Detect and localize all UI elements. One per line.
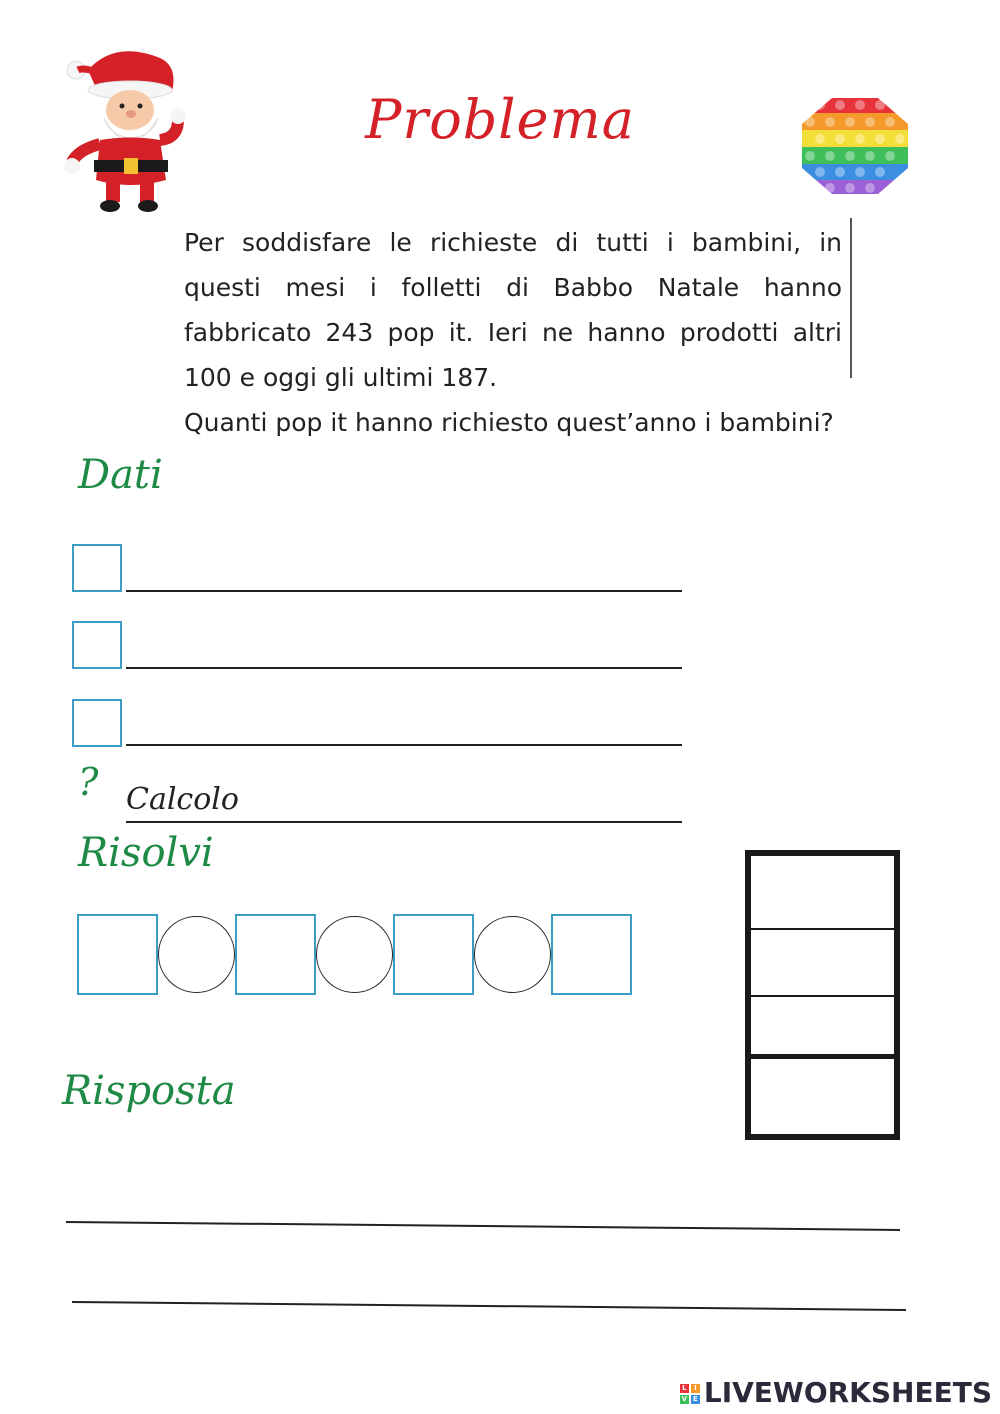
operand-box-2[interactable] <box>235 914 316 995</box>
dati-heading: Dati <box>78 452 163 498</box>
column-calculation-box <box>745 850 900 1140</box>
dati-checkbox-3[interactable] <box>72 699 122 747</box>
liveworksheets-brand <box>680 1376 992 1409</box>
column-cell-result[interactable] <box>751 1059 894 1134</box>
problem-statement: Per soddisfare le richieste di tutti i bambini, in questi mesi i folletti di Babbo Natale hanno fabbricato 243 pop it. Ieri ne hanno prodotti altri 100 e oggi gli ultimi 187. <box>184 228 842 392</box>
dati-answer-line-1[interactable] <box>126 590 682 592</box>
question-mark: ? <box>78 760 99 804</box>
risposta-answer-line-2 <box>72 1302 906 1310</box>
problem-question: Quanti pop it hanno richiesto quest’anno i bambini? <box>184 408 834 437</box>
operator-circle-2[interactable] <box>316 916 393 993</box>
risposta-answer-lines <box>0 1210 1000 1320</box>
operand-box-1[interactable] <box>77 914 158 995</box>
column-cell-2[interactable] <box>751 930 894 995</box>
dati-checkbox-2[interactable] <box>72 621 122 669</box>
risolvi-heading: Risolvi <box>78 830 214 876</box>
brand-text: LIVEWORKSHEETS <box>703 1376 992 1409</box>
column-cell-3[interactable] <box>751 997 894 1054</box>
operand-box-3[interactable] <box>393 914 474 995</box>
risposta-heading: Risposta <box>62 1068 236 1114</box>
problem-text <box>184 220 842 445</box>
calcolo-answer-line[interactable] <box>126 821 682 823</box>
dati-answer-line-3[interactable] <box>126 744 682 746</box>
pop-it-toy-icon <box>800 96 910 196</box>
calcolo-label: Calcolo <box>126 782 239 817</box>
page-title: Problema <box>365 88 635 151</box>
dati-checkbox-1[interactable] <box>72 544 122 592</box>
liveworksheets-logo-icon: L I V E <box>680 1384 700 1404</box>
problem-divider <box>850 218 852 378</box>
operator-circle-3[interactable] <box>474 916 551 993</box>
result-box[interactable] <box>551 914 632 995</box>
dati-answer-line-2[interactable] <box>126 667 682 669</box>
column-cell-1[interactable] <box>751 856 894 928</box>
risposta-answer-line-1 <box>66 1222 900 1230</box>
operator-circle-1[interactable] <box>158 916 235 993</box>
